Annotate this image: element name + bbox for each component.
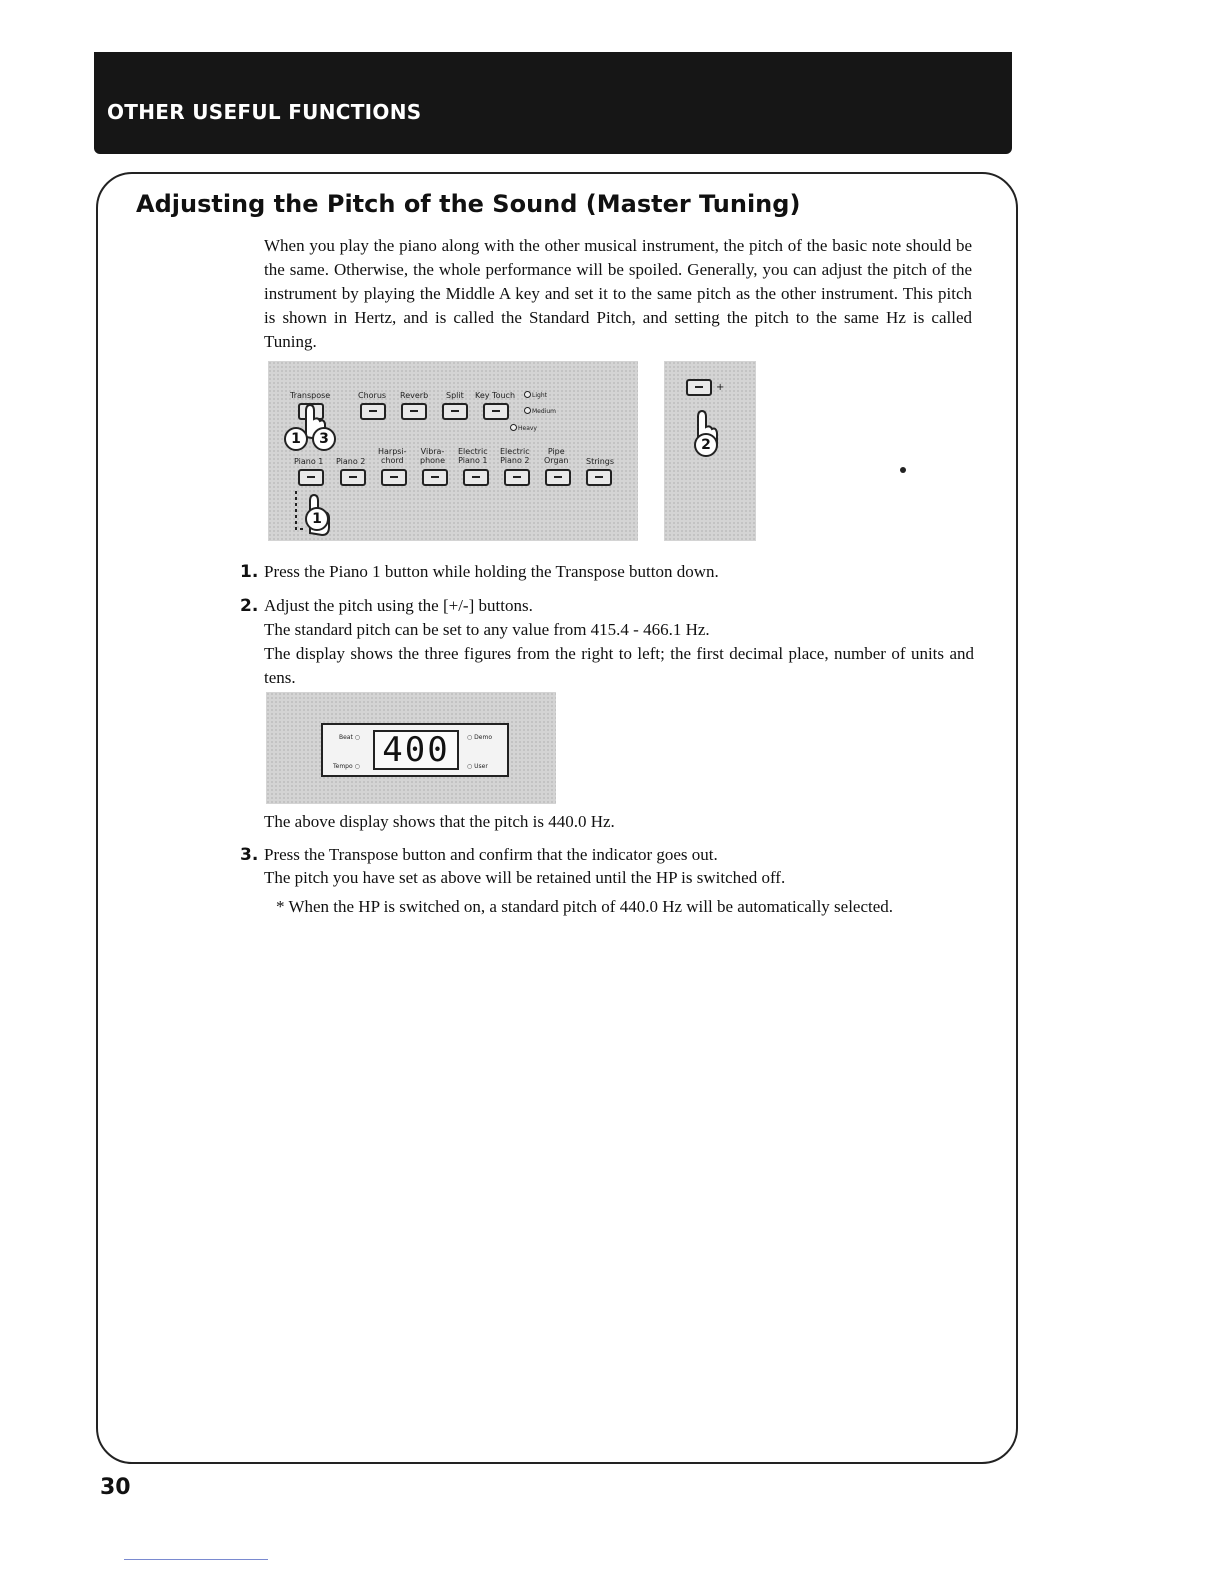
callout-step-3: 3 xyxy=(312,427,336,451)
label-light: Light xyxy=(532,392,547,399)
harpsichord-button xyxy=(381,469,407,486)
step-2 xyxy=(240,594,533,618)
step-text: Adjust the pitch using the [+/-] buttons. xyxy=(264,596,533,615)
step-number: 3. xyxy=(240,845,259,865)
step-2-detail: The standard pitch can be set to any value from 415.4 - 466.1 Hz. xyxy=(264,620,710,639)
led-heavy xyxy=(510,424,517,431)
header-title: OTHER USEFUL FUNCTIONS xyxy=(107,100,422,124)
step-2-note: The display shows the three figures from the right to left; the first decimal place, number of units and tens. xyxy=(264,644,974,687)
section-title: Adjusting the Pitch of the Sound (Master Tuning) xyxy=(136,190,801,218)
chorus-button xyxy=(360,403,386,420)
footer-rule xyxy=(124,1559,268,1560)
piano-2-button xyxy=(340,469,366,486)
strings-button xyxy=(586,469,612,486)
button-panel-illustration xyxy=(268,361,638,541)
label-user: ○ User xyxy=(467,763,488,770)
label-vibraphone: Vibra- phone xyxy=(420,447,446,465)
plus-button xyxy=(686,379,712,396)
lcd-display: 400 xyxy=(373,730,459,770)
step-text: Press the Piano 1 button while holding the Transpose button down. xyxy=(264,562,719,581)
callout-step-2: 2 xyxy=(694,433,718,457)
label-demo: ○ Demo xyxy=(467,734,492,741)
callout-step-1-lower: 1 xyxy=(305,507,329,531)
pipe-organ-button xyxy=(545,469,571,486)
page-number: 30 xyxy=(100,1475,131,1500)
key-touch-button xyxy=(483,403,509,420)
display-frame xyxy=(321,723,509,777)
label-electric-piano-1: Electric Piano 1 xyxy=(458,447,488,465)
step-3-detail: The pitch you have set as above will be retained until the HP is switched off. xyxy=(264,868,786,887)
label-key-touch: Key Touch xyxy=(475,391,516,400)
step-number: 2. xyxy=(240,596,259,616)
step-text: Press the Transpose button and confirm that the indicator goes out. xyxy=(264,845,718,864)
split-button xyxy=(442,403,468,420)
label-heavy: Heavy xyxy=(518,425,537,432)
label-beat: Beat ○ xyxy=(339,734,360,741)
led-medium xyxy=(524,407,531,414)
callout-step-1: 1 xyxy=(284,427,308,451)
label-pipe-organ: Pipe Organ xyxy=(544,447,569,465)
label-piano-2: Piano 2 xyxy=(336,457,366,466)
vibraphone-button xyxy=(422,469,448,486)
step-3 xyxy=(240,843,718,867)
led-light xyxy=(524,391,531,398)
label-tempo: Tempo ○ xyxy=(333,763,360,770)
label-chorus: Chorus xyxy=(358,391,387,400)
piano-1-button xyxy=(298,469,324,486)
step-3-note: * When the HP is switched on, a standard pitch of 440.0 Hz will be automatically selected. xyxy=(276,897,894,916)
label-medium: Medium xyxy=(532,408,556,415)
electric-piano-2-button xyxy=(504,469,530,486)
electric-piano-1-button xyxy=(463,469,489,486)
label-transpose: Transpose xyxy=(290,391,331,400)
intro-paragraph: When you play the piano along with the other musical instrument, the pitch of the basic note should be the same. Otherwise, the whole performance will be spoiled. Generally, you can adjust the pitch of the instrument by playing the Middle A key and set it to the same pitch as the other instrument. This pitch is shown in Hertz, and is called the Standard Pitch, and setting the pitch to the same Hz is called Tuning. xyxy=(264,236,972,351)
label-strings: Strings xyxy=(586,457,615,466)
label-reverb: Reverb xyxy=(400,391,429,400)
label-harpsichord: Harpsi- chord xyxy=(378,447,407,465)
step-1 xyxy=(240,560,719,584)
reverb-button xyxy=(401,403,427,420)
display-illustration xyxy=(266,692,556,804)
label-split: Split xyxy=(446,391,464,400)
label-piano-1: Piano 1 xyxy=(294,457,324,466)
label-electric-piano-2: Electric Piano 2 xyxy=(500,447,530,465)
label-plus: + xyxy=(716,382,725,393)
bullet-mark xyxy=(900,467,906,473)
step-number: 1. xyxy=(240,562,259,582)
plus-minus-panel-illustration xyxy=(664,361,756,541)
display-caption: The above display shows that the pitch is 440.0 Hz. xyxy=(264,812,615,831)
